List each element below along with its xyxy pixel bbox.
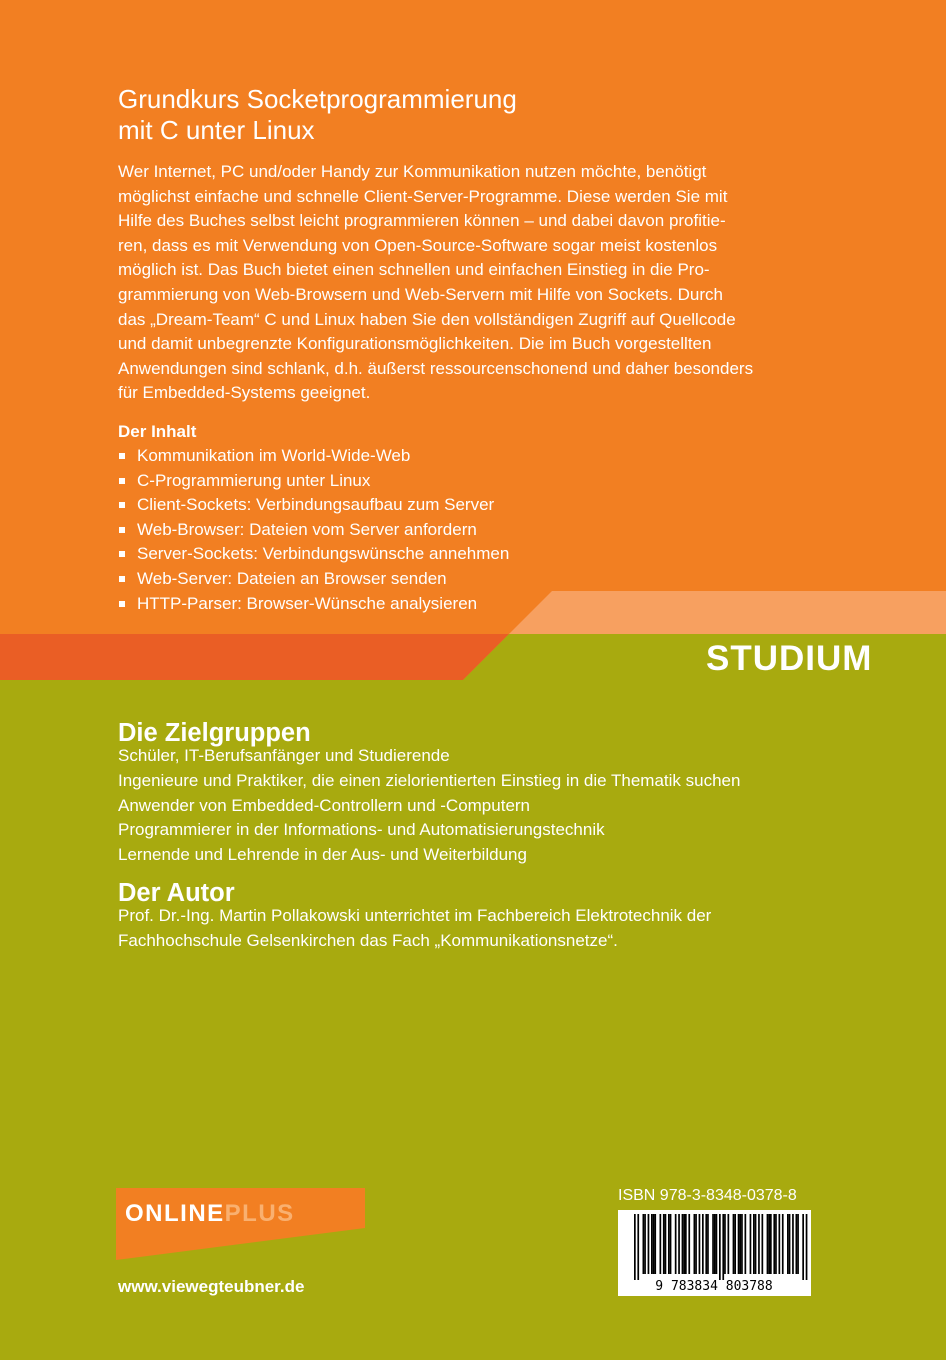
list-item-text: Server-Sockets: Verbindungswünsche annehmen — [137, 544, 510, 564]
barcode-bar — [719, 1214, 721, 1280]
inhalt-heading: Der Inhalt — [118, 422, 197, 441]
square-bullet-icon — [119, 576, 125, 582]
square-bullet-icon — [119, 527, 125, 533]
barcode-bar — [675, 1214, 677, 1274]
list-item — [118, 567, 509, 592]
square-bullet-icon — [119, 478, 125, 484]
onlineplus-logo-text — [125, 1199, 295, 1229]
barcode-bar — [792, 1214, 794, 1274]
barcode-bar — [773, 1214, 775, 1274]
list-item — [118, 493, 509, 518]
barcode-bar — [702, 1214, 704, 1274]
intro-line: Anwendungen sind schlank, d.h. äußerst ressourcenschonend und daher besonders — [118, 358, 754, 378]
zielgruppen-heading: Die Zielgruppen — [118, 719, 311, 747]
barcode-bar — [739, 1214, 741, 1274]
barcode-bar — [716, 1214, 718, 1274]
list-item: Lernende und Lehrende in der Aus- und Weiterbildung — [118, 845, 527, 865]
intro-line: und damit unbegrenzte Konfigurationsmöglichkeiten. Die im Buch vorgestellten — [118, 334, 712, 354]
barcode-bar — [797, 1214, 799, 1274]
autor-heading: Der Autor — [118, 879, 235, 907]
barcode-bar — [668, 1214, 670, 1274]
barcode-bar — [755, 1214, 757, 1274]
barcode-bar — [796, 1214, 798, 1274]
autor-line: Fachhochschule Gelsenkirchen das Fach „Kommunikationsnetze“. — [118, 930, 618, 950]
barcode-bar — [707, 1214, 709, 1274]
inhalt-list — [118, 444, 509, 616]
series-label: STUDIUM — [706, 639, 873, 678]
barcode-digits: 9 783834 803788 — [655, 1279, 773, 1294]
barcode-bar — [663, 1214, 665, 1274]
barcode-bar — [728, 1214, 730, 1274]
barcode-bar — [750, 1214, 752, 1274]
list-item: Schüler, IT-Berufsanfänger und Studierende — [118, 746, 450, 765]
book-title — [118, 84, 818, 146]
barcode-bar — [734, 1214, 736, 1274]
barcode-bar — [770, 1214, 772, 1274]
list-item-text: Client-Sockets: Verbindungsaufbau zum Server — [137, 495, 495, 515]
barcode-icon — [618, 1210, 811, 1296]
barcode-bar — [705, 1214, 707, 1274]
barcode-bar — [767, 1214, 769, 1274]
barcode-bar — [654, 1214, 656, 1274]
barcode-bar — [806, 1214, 808, 1280]
barcode-bar — [762, 1214, 764, 1274]
list-item-text: Web-Browser: Dateien vom Server anfordern — [137, 519, 477, 539]
barcode-bar — [782, 1214, 784, 1274]
square-bullet-icon — [119, 601, 125, 607]
barcode-bar — [722, 1214, 724, 1280]
list-item-text: HTTP-Parser: Browser-Wünsche analysieren — [137, 593, 478, 613]
list-item-text: C-Programmierung unter Linux — [137, 470, 371, 490]
isbn-barcode — [618, 1210, 811, 1296]
list-item: Ingenieure und Praktiker, die einen zielorientierten Einstieg in die Thematik suchen — [118, 770, 741, 790]
barcode-bar — [733, 1214, 735, 1274]
list-item — [118, 444, 509, 469]
barcode-bar — [699, 1214, 701, 1274]
barcode-bar — [670, 1214, 672, 1274]
list-item: Programmierer in der Informations- und Automatisierungstechnik — [118, 820, 605, 840]
barcode-bar — [724, 1214, 726, 1274]
intro-line: möglich ist. Das Buch bietet einen schnellen und einfachen Einstieg in die Pro- — [118, 260, 710, 280]
list-item — [118, 592, 509, 617]
square-bullet-icon — [119, 551, 125, 557]
title-line: mit C unter Linux — [118, 115, 315, 145]
square-bullet-icon — [119, 502, 125, 508]
barcode-bar — [789, 1214, 791, 1274]
intro-line: für Embedded-Systems geeignet. — [118, 383, 371, 403]
barcode-bar — [685, 1214, 687, 1274]
list-item — [118, 469, 509, 494]
list-item-text: Kommunikation im World-Wide-Web — [137, 446, 411, 465]
list-item — [118, 542, 509, 567]
barcode-bar — [714, 1214, 716, 1274]
barcode-bar — [660, 1214, 662, 1274]
barcode-bar — [688, 1214, 690, 1274]
zielgruppen-list — [118, 744, 878, 868]
barcode-bar — [682, 1214, 684, 1274]
barcode-bar — [712, 1214, 714, 1274]
barcode-bar — [768, 1214, 770, 1274]
barcode-bar — [665, 1214, 667, 1274]
barcode-bar — [758, 1214, 760, 1274]
intro-line: das „Dream-Team“ C und Linux haben Sie den vollständigen Zugriff auf Quellcode — [118, 309, 736, 329]
barcode-bar — [775, 1214, 777, 1274]
intro-line: grammierung von Web-Browsern und Web-Servern mit Hilfe von Sockets. Durch — [118, 284, 723, 304]
isbn-label: ISBN 978-3-8348-0378-8 — [618, 1187, 797, 1204]
intro-line: Hilfe des Buches selbst leicht programmieren können – und dabei davon profitie- — [118, 211, 726, 231]
barcode-bar — [745, 1214, 747, 1274]
zielgruppen-section — [118, 719, 878, 868]
list-item-text: Web-Server: Dateien an Browser senden — [137, 568, 447, 588]
publisher-website: www.viewegteubner.de — [118, 1277, 305, 1296]
list-item — [118, 518, 509, 543]
barcode-bar — [651, 1214, 653, 1274]
barcode-bar — [648, 1214, 650, 1274]
square-bullet-icon — [119, 453, 125, 459]
barcode-bar — [802, 1214, 804, 1280]
barcode-bar — [779, 1214, 781, 1274]
barcode-bar — [694, 1214, 696, 1274]
barcode-bar — [644, 1214, 646, 1274]
intro-line: ren, dass es mit Verwendung von Open-Source-Software sogar meist kostenlos — [118, 235, 718, 255]
plus-word: PLUS — [224, 1200, 295, 1227]
barcode-bar — [678, 1214, 680, 1274]
barcode-bar — [634, 1214, 636, 1280]
intro-paragraph — [118, 160, 818, 406]
intro-line: Wer Internet, PC und/oder Handy zur Kommunikation nutzen möchte, benötigt — [118, 162, 707, 181]
barcode-bar — [683, 1214, 685, 1274]
autor-section — [118, 879, 878, 954]
barcode-bar — [653, 1214, 655, 1274]
barcode-bar — [643, 1214, 645, 1274]
barcode-bar — [695, 1214, 697, 1274]
intro-line: möglichst einfache und schnelle Client-Server-Programme. Diese werden Sie mit — [118, 186, 728, 206]
barcode-bar — [637, 1214, 639, 1280]
list-item: Anwender von Embedded-Controllern und -Computern — [118, 795, 531, 815]
title-line: Grundkurs Socketprogrammierung — [118, 84, 517, 114]
barcode-bar — [738, 1214, 740, 1274]
barcode-bar — [787, 1214, 789, 1274]
barcode-bar — [741, 1214, 743, 1274]
autor-line: Prof. Dr.-Ing. Martin Pollakowski unterrichtet im Fachbereich Elektrotechnik der — [118, 906, 712, 925]
online-word: ONLINE — [125, 1200, 225, 1227]
barcode-bar — [753, 1214, 755, 1274]
